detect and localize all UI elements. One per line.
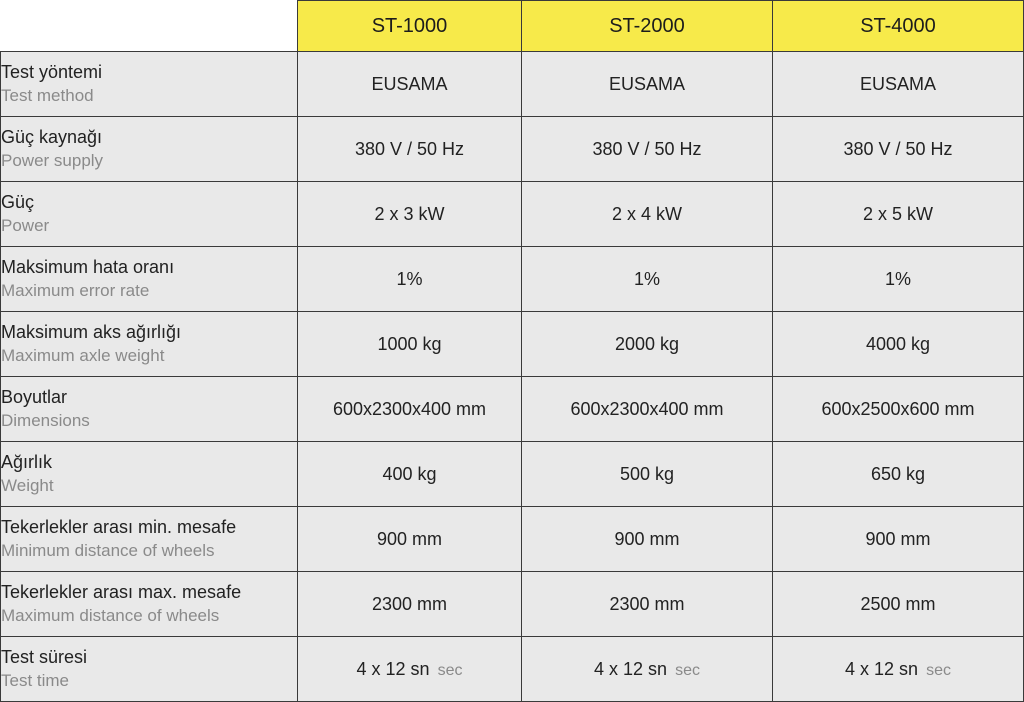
label-turkish: Boyutlar (1, 387, 68, 407)
value-cell: 2500 mm (773, 572, 1024, 637)
value-cell: 2 x 4 kW (522, 182, 773, 247)
row-label (1, 52, 298, 117)
value-cell: EUSAMA (773, 52, 1024, 117)
value-cell: EUSAMA (298, 52, 522, 117)
value-cell: 1% (522, 247, 773, 312)
label-turkish: Ağırlık (1, 452, 53, 472)
row-label (1, 312, 298, 377)
row-minimum-distance-of-wheels (1, 507, 1024, 572)
row-label (1, 377, 298, 442)
header-row (1, 1, 1024, 52)
value-cell: 600x2300x400 mm (298, 377, 522, 442)
row-maximum-axle-weight (1, 312, 1024, 377)
label-english: Weight (1, 476, 54, 495)
label-english: Maximum error rate (1, 281, 150, 300)
test-time-value: 4 x 12 sn (594, 658, 668, 679)
row-test-method (1, 52, 1024, 117)
label-english: Power (1, 216, 50, 235)
row-label (1, 117, 298, 182)
row-label (1, 572, 298, 637)
test-time-value: 4 x 12 sn (356, 658, 430, 679)
row-power (1, 182, 1024, 247)
label-english: Maximum distance of wheels (1, 606, 220, 625)
row-maximum-distance-of-wheels (1, 572, 1024, 637)
value-cell: 2300 mm (522, 572, 773, 637)
value-cell: 600x2300x400 mm (522, 377, 773, 442)
value-cell: 600x2500x600 mm (773, 377, 1024, 442)
row-power-supply (1, 117, 1024, 182)
value-cell: 380 V / 50 Hz (298, 117, 522, 182)
label-english: Test method (1, 86, 94, 105)
label-english: Test time (1, 671, 70, 690)
label-english: Maximum axle weight (1, 346, 165, 365)
model-header-st-4000: ST-4000 (773, 1, 1024, 52)
row-maximum-error-rate (1, 247, 1024, 312)
value-cell: 500 kg (522, 442, 773, 507)
value-cell: 2300 mm (298, 572, 522, 637)
value-cell (773, 637, 1024, 702)
value-cell: 4000 kg (773, 312, 1024, 377)
row-test-time (1, 637, 1024, 702)
test-time-unit: sec (675, 661, 700, 679)
label-turkish: Test yöntemi (1, 62, 103, 82)
label-turkish: Test süresi (1, 647, 88, 667)
model-header-st-2000: ST-2000 (522, 1, 773, 52)
label-turkish: Güç (1, 192, 35, 212)
label-english: Dimensions (1, 411, 90, 430)
value-cell: 650 kg (773, 442, 1024, 507)
header-blank-cell (1, 1, 298, 52)
test-time-unit: sec (926, 661, 951, 679)
value-cell: 2000 kg (522, 312, 773, 377)
test-time-value: 4 x 12 sn (845, 658, 919, 679)
value-cell (298, 637, 522, 702)
value-cell: 1000 kg (298, 312, 522, 377)
label-turkish: Güç kaynağı (1, 127, 103, 147)
label-english: Power supply (1, 151, 104, 170)
value-cell: 400 kg (298, 442, 522, 507)
value-cell (522, 637, 773, 702)
row-weight (1, 442, 1024, 507)
value-cell: 1% (773, 247, 1024, 312)
value-cell: 2 x 5 kW (773, 182, 1024, 247)
value-cell: 380 V / 50 Hz (773, 117, 1024, 182)
value-cell: 900 mm (773, 507, 1024, 572)
value-cell: EUSAMA (522, 52, 773, 117)
row-label (1, 247, 298, 312)
value-cell: 2 x 3 kW (298, 182, 522, 247)
value-cell: 380 V / 50 Hz (522, 117, 773, 182)
label-turkish: Maksimum hata oranı (1, 257, 175, 277)
label-turkish: Tekerlekler arası min. mesafe (1, 517, 237, 537)
label-english: Minimum distance of wheels (1, 541, 215, 560)
label-turkish: Tekerlekler arası max. mesafe (1, 582, 242, 602)
row-label (1, 182, 298, 247)
test-time-unit: sec (437, 661, 463, 679)
row-label (1, 507, 298, 572)
label-turkish: Maksimum aks ağırlığı (1, 322, 182, 342)
value-cell: 1% (298, 247, 522, 312)
row-dimensions (1, 377, 1024, 442)
value-cell: 900 mm (522, 507, 773, 572)
value-cell: 900 mm (298, 507, 522, 572)
model-header-st-1000: ST-1000 (298, 1, 522, 52)
row-label (1, 637, 298, 702)
row-label (1, 442, 298, 507)
